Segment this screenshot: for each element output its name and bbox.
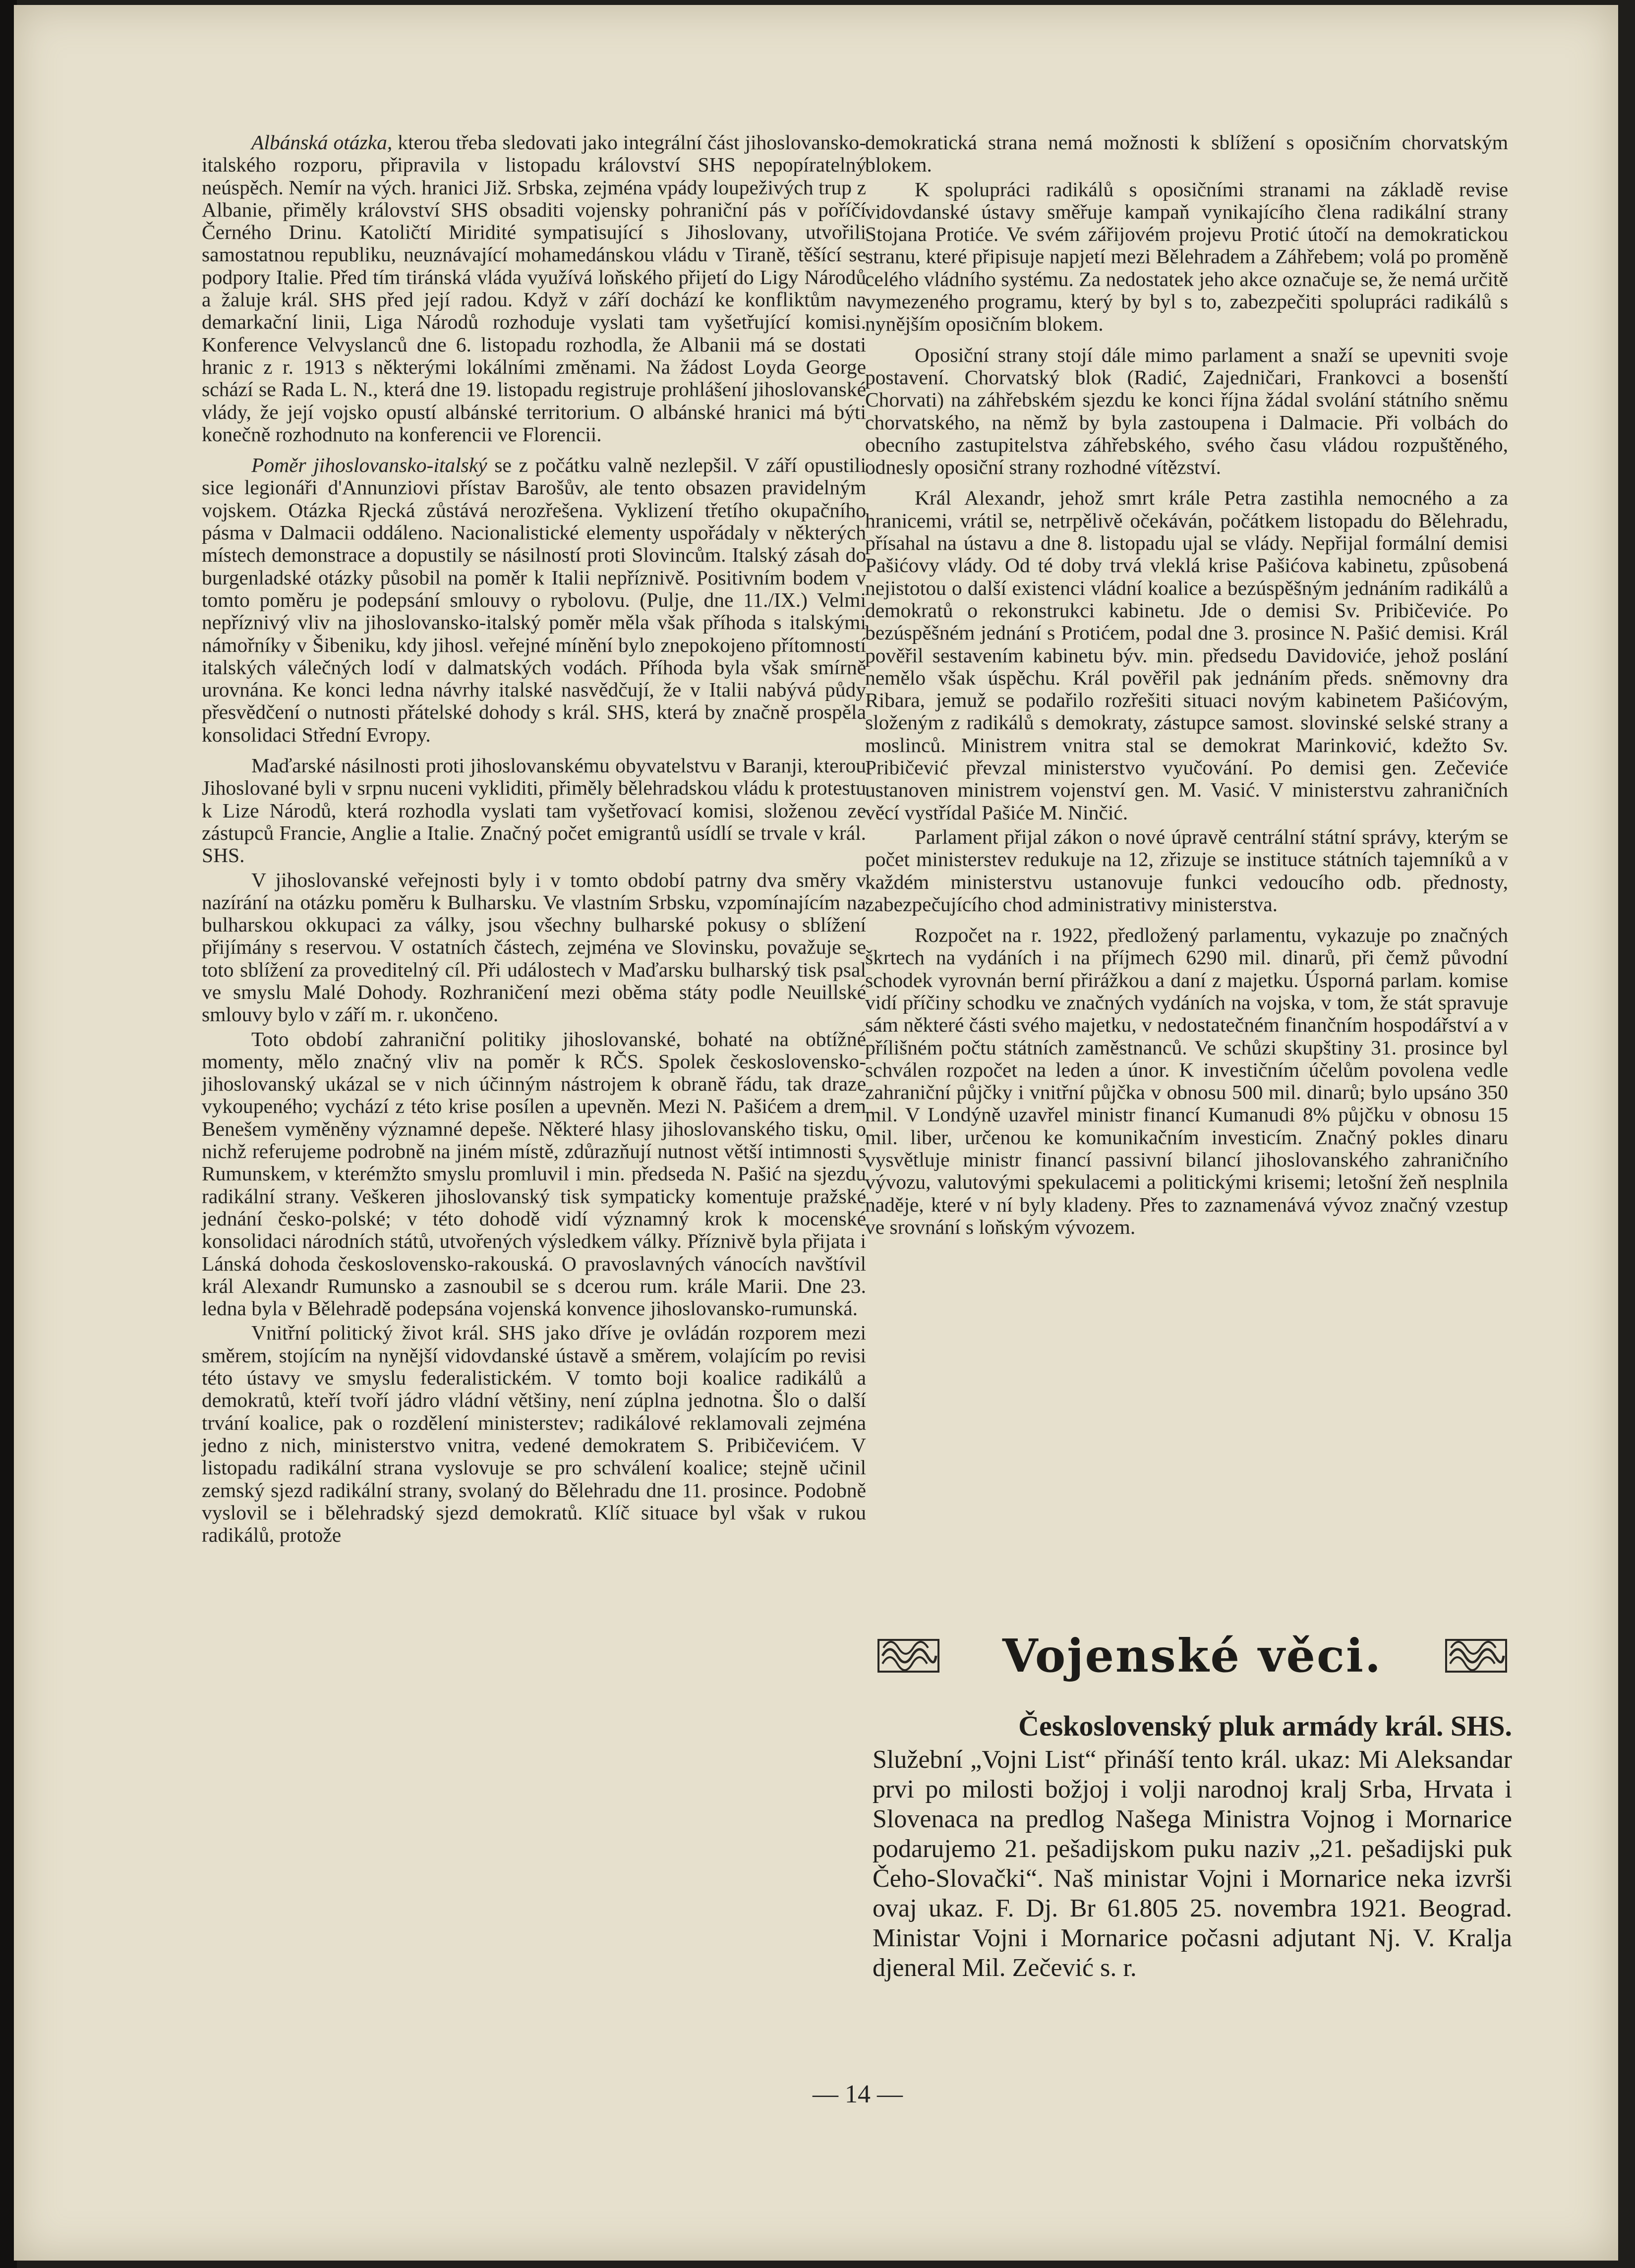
paragraph-yugoslav-italian [202,454,866,746]
paragraph-budget: Rozpočet na r. 1922, předložený parlamentu, vykazuje po značných škrtech na vydáních i na příjmech 6290 mil. dinarů, při čemž původní schodek vyrovnán berní přirážkou a daní z majetku. Úsporná parlam. komise vidí příčiny schodku ve značných vydáních na vojska, v tom, že stát spravuje sám některé části svého majetku, v nedostatečném finančním hospodářství a v přílišném počtu státních zaměstnanců. Ve schůzi skupštiny 31. prosince byl schválen rozpočet na leden a únor. K investičním účelům povolena vedle zahraniční půjčky i vnitřní půjčka v obnosu 500 mil. dinarů; bylo upsáno 350 mil. V Londýně uzavřel ministr financí Kumanudi 8% půjčku v obnosu 15 mil. liber, určenou ke komunikačním investicím. Značný pokles dinaru vysvětluje ministr financí passivní bilancí jihoslovanského zahraničního vývozu, valutovými spekulacemi a politickými krisemi; letošní žeň nesplnila naděje, které v ní byly kladeny. Přes to zaznamenává vývoz značný vzestup ve srovnání s loňským vývozem. [865,924,1508,1238]
paragraph-baranja [202,755,866,867]
paragraph-bulgaria [202,869,866,1026]
ornament-right-icon [1445,1639,1507,1673]
paragraph-lead: Albánská otázka, [251,131,393,154]
paragraph-text: Toto období zahraniční politiky jihoslovanské, bohaté na obtížné momenty, mělo značný vliv na poměr k RČS. Spolek československo-jihoslovanský ukázal se v nich účinným nástrojem k obraně řádu, tak draze vykoupeného; vychází z této krise posílen a upevněn. Mezi N. Pašićem a drem Benešem vyměněny významné depeše. Některé hlasy jihoslovanského tisku, o nichž referujeme podrobně na jiném místě, zdůrazňují nutnost větší intimnosti s Rumunskem, v kterémžto smyslu promluvil i min. předseda N. Pašić na sjezdu radikální strany. Veškeren jihoslovanský tisk sympaticky komentuje pražské jednání česko-polské; v této dohodě vidí významný krok k mocenské konsolidaci národních států, utvořených výsledkem války. Příznivě byla přijata i Lánská dohoda československo-rakouská. O pravoslavných vánocích navštívil král Alexandr Rumunsko a zasnoubil se s dcerou rum. krále Marii. Dne 23. ledna byla v Bělehradě podepsána vojenská konvence jihoslovansko-rumunská. [202,1027,866,1320]
paragraph-text: V jihoslovanské veřejnosti byly i v tomto období patrny dva směry v nazírání na otázku poměru k Bulharsku. Ve vlastním Srbsku, vzpomínajícím na bulharskou okkupaci za války, jsou všechny bulharské pokusy o sblížení přijímány s reservou. V ostatních částech, zejména ve Slovinsku, považuje se toto sblížení za proveditelný cíl. Při událostech v Maďarsku bulharský tisk psal ve smyslu Malé Dohody. Rozhraničení mezi oběma státy podle Neuillské smlouvy bylo v září m. r. ukončeno. [202,868,866,1026]
article-title: Československý pluk armády král. SHS. [1018,1710,1512,1742]
paragraph-opposition: Oposiční strany stojí dále mimo parlament a snaží se upevniti svoje postavení. Chorvatský blok (Radić, Zajedničari, Frankovci a bosenští Chorvati) na záhřebském sjezdu ke konci října žádal svolání státního sněmu chorvatského, na němž by byla zastoupena i Dalmacie. Při volbách do obecního zastupitelstva záhřebského, svého času vládou rozpuštěného, odnesly oposiční strany rozhodné vítězství. [865,343,1508,479]
military-article [873,1710,1512,1983]
article-body: Služební „Vojni List“ přináší tento král. ukaz: Mi Aleksandar prvi po milosti božjoj i volji narodnoj kralj Srba, Hrvata i Slovenaca na predlog Našega Ministra Vojnog i Mornarice podarujemo 21. pešadijskom puku naziv „21. pešadijski puk Čeho-Slovački“. Naš ministar Vojni i Mornarice neka izvrši ovaj ukaz. F. Dj. Br 61.805 25. novembra 1921. Beograd. Ministar Vojni i Mornarice počasni adjutant Nj. V. Kralja djeneral Mil. Zečević s. r. [873,1745,1512,1982]
paragraph-text: se z počátku valně nezlepšil. V září opustili sice legionáři d'Annunziovi přístav Barošův, ale tento obsazen pravidelným vojskem. Otázka Rjecká zůstává nerozřešena. Vyklizení třetího okupačního pásma v Dalmacii oddáleno. Nacionalistické elementy uspořádaly v některých místech demonstrace a dopustily se násilností proti Slovincům. Italský zásah do burgenladské otázky působil na poměr k Italii nepříznivě. Positivním bodem v tomto poměru je podepsání smlouvy o rybolovu. (Pulje, dne 11./IX.) Velmi nepříznivý vliv na jihoslovansko-italský poměr měla však příhoda s italskými námořníky v Šibeniku, kdy jihosl. veřejné mínění bylo znepokojeno přítomností italských válečných lodí v dalmatských vodách. Příhoda byla však smírně urovnána. Ke konci ledna návrhy italské nasvědčují, že v Italii nabývá půdy přesvědčení o nutnosti přátelské dohody s král. SHS, která by značně prospěla konsolidaci Střední Evropy. [202,454,866,746]
paragraph-albanian-question [202,131,866,446]
paragraph-king-alexander: Král Alexandr, jehož smrt krále Petra zastihla nemocného a za hranicemi, vrátil se, netrpělivě očekáván, počátkem listopadu do Bělehradu, přísahal na ústavu a dne 8. listopadu ujal se vlády. Nepřijal formální demisi Pašićovy vlády. Od té doby trvá vleklá krise Pašićova kabinetu, způsobená nejistotou o další existenci vládní koalice a bezúspěšným jednáním radikálů a demokratů o rekonstrukci kabinetu. Jde o demisi Sv. Pribičeviće. Po bezúspěšném jednání s Protićem, podal dne 3. prosince N. Pašić demisi. Král pověřil sestavením kabinetu býv. min. předsedu Davidoviće, jehož poslání nemělo však úspěchu. Král pověřil pak jednáním předs. sněmovny dra Ribara, jemuž se podařilo rozřešiti situaci novým kabinetem Pašićovým, složeným z radikálů s demokraty, zástupce samost. slovinské selské strany a moslinců. Ministrem vnitra stal se demokrat Marinković, kdežto Sv. Pribičević převzal ministerstvo vyučování. Po demisi gen. Zečeviće ustanoven ministrem vojenství gen. M. Vasić. V ministerstvu zahraničních věcí vystřídal Pašiće M. Ninčić. [865,486,1508,824]
paragraph-lead: Poměr jihoslovansko-italský [251,454,487,477]
left-column [202,131,866,1548]
paragraph-parliament: Parlament přijal zákon o nové úpravě centrální státní správy, kterým se počet ministerstev redukuje na 12, zřizuje se instituce státních tajemníků a v každém ministerstvu ustanovuje funkci vedoucího odb. přednosty, zabezpečujícího chod administrativy ministerstva. [865,825,1508,916]
paragraph-text: kterou třeba sledovati jako integrální část jihoslovansko-italského rozporu, připravila v listopadu království SHS nepopíratelný neúspěch. Nemír na vých. hranici Již. Srbska, zejména vpády loupeživých trup z Albanie, přiměly království SHS obsaditi vojensky pohraniční pás v poříčí Černého Drinu. Katoličtí Miridité sympatisující s Jihoslovany, utvořili samostatnou republiku, neuznávající mohamedánskou vládu v Tiraně, těšící se podpory Italie. Před tím tiránská vláda využívá loňského přijetí do Ligy Národů a žaluje král. SHS před její radou. Když v září dochází ke konfliktům na demarkační linii, Liga Národů rozhoduje vyslati tam vyšetřující komisi. Konference Velvyslanců dne 6. listopadu rozhodla, že Albanii má se dostati hranic z r. 1913 s některými lokálními změnami. Na žádost Loyda George schází se Rada L. N., která dne 19. listopadu registruje prohlášení jihoslovanské vlády, že její vojsko opustí albánské territorium. O albánské hranici má býti konečně rozhodnuto na konferencii ve Florencii. [202,131,866,446]
section-heading-bar [877,1630,1507,1687]
paragraph-text: Maďarské násilnosti proti jihoslovanskému obyvatelstvu v Baranji, kterou Jihoslované byli v srpnu nuceni vykliditi, přiměly bělehradskou vládu k protestu k Lize Národů, která rozhodla vyslati tam vyšetřovací komisi, složenou ze zástupců Francie, Anglie a Italie. Značný počet emigrantů usídlí se trvale v král. SHS. [202,754,866,867]
page-number: — 14 — [813,2080,903,2108]
paragraph-protic: K spolupráci radikálů s oposičními stranami na základě revise vidovdanské ústavy směřuje kampaň vynikajícího člena radikální strany Stojana Protiće. Ve svém zářijovém projevu Protić útočí na demokratickou stranu, které připisuje napjetí mezi Bělehradem a Záhřebem; volá po proměně celého vládního systému. Za nedostatek jeho akce označuje se, že nemá určitě vymezeného programu, který by byl s to, zabezpečiti spolupráci radikálů s nynějším oposičním blokem. [865,177,1508,336]
ornament-left-icon [877,1639,939,1673]
right-column [865,131,1508,1247]
paragraph-text: Vnitřní politický život král. SHS jako dříve je ovládán rozporem mezi směrem, stojícím na nynější vidovdanské ústavě a směrem, volajícím po revisi této ústavy ve smyslu federalistickém. V tomto boji koalice radikálů a demokratů, kteří tvoří jádro vládní většiny, není zúplna jednotna. Šlo o další trvání koalice, pak o rozdělení ministerstev; radikálové reklamovali zejména jedno z nich, ministerstvo vnitra, vedené demokratem S. Pribičevićem. V listopadu radikální strana vyslovuje se pro schválení koalice; stejně učinil zemský sjezd radikální strany, svolaný do Bělehradu dne 11. prosince. Podobně vyslovil se i bělehradský sjezd demokratů. Klíč situace byl však v rukou radikálů, protože [202,1321,866,1547]
paragraph-continued: demokratická strana nemá možnosti k sblížení s oposičním chorvatským blokem. [865,131,1508,176]
paragraph-czechoslovakia [202,1028,866,1320]
section-heading: Vojenské věci. [1002,1629,1383,1683]
paragraph-internal-politics [202,1322,866,1546]
